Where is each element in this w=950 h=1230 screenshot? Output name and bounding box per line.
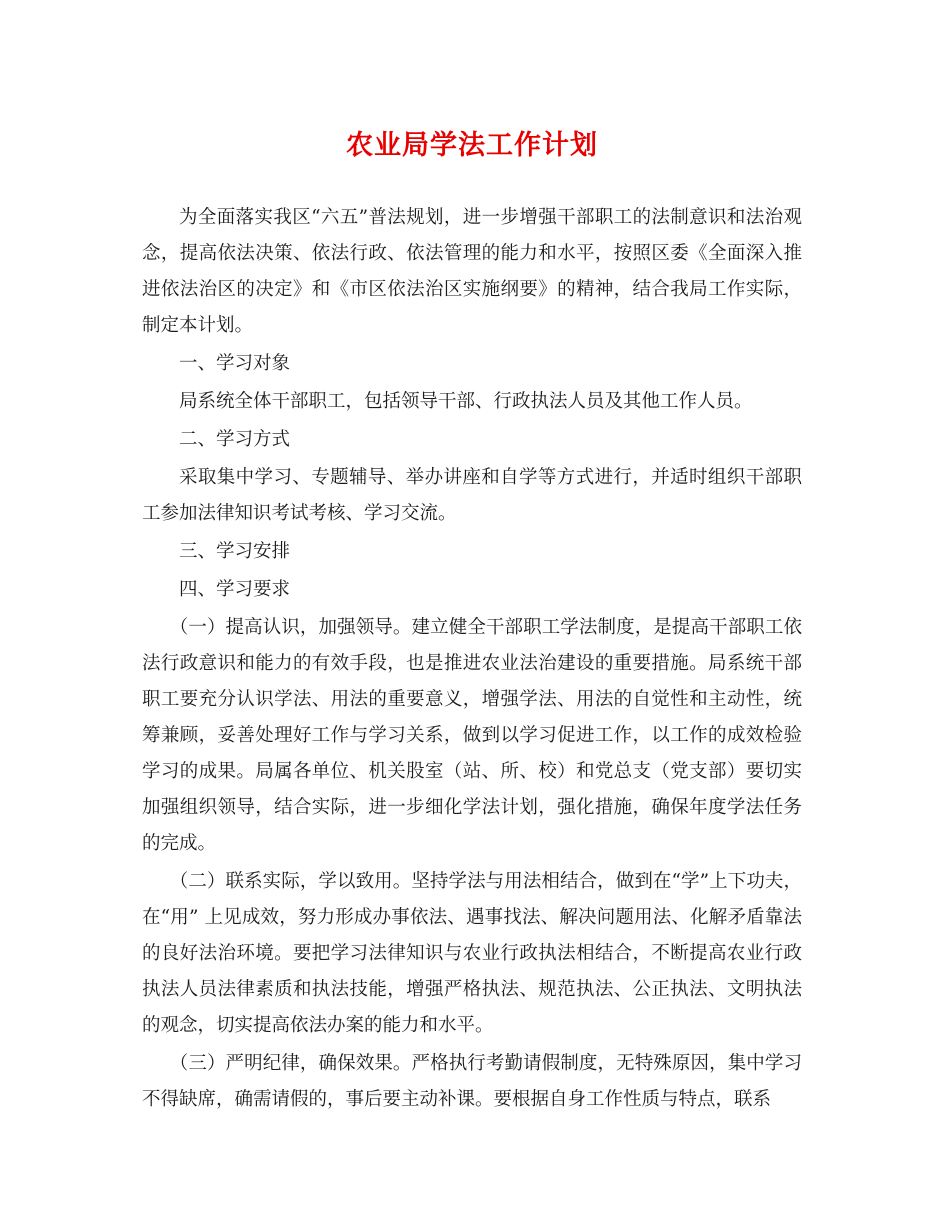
section-heading-study-methods: 二、学习方式 [179, 429, 291, 450]
document-title: 农业局学法工作计划 [346, 130, 598, 161]
study-targets-paragraph: 局系统全体干部职工，包括领导干部、行政执法人员及其他工作人员。 [179, 391, 753, 412]
requirement-item-3: （三）严明纪律，确保效果。严格执行考勤请假制度，无特殊原因，集中学习不得缺席，确需请假的，事后要主动补课。要根据自身工作性质与特点，联系 [142, 1053, 802, 1110]
requirement-item-1: （一）提高认识，加强领导。建立健全干部职工学法制度，是提高干部职工依法行政意识和能力的有效手段，也是推进农业法治建设的重要措施。局系统干部职工要充分认识学法、用法的重要意义，增强学法、用法的自觉性和主动性，统筹兼顾，妥善处理好工作与学习关系，做到以学习促进工作，以工作的成效检验学习的成果。局属各单位、机关股室（站、所、校）和党总支（党支部）要切实加强组织领导，结合实际，进一步细化学法计划，强化措施，确保年度学法任务的完成。 [142, 617, 802, 854]
study-methods-paragraph: 采取集中学习、专题辅导、举办讲座和自学等方式进行，并适时组织干部职工参加法律知识考试考核、学习交流。 [142, 467, 802, 524]
section-heading-study-requirements: 四、学习要求 [179, 579, 291, 600]
section-heading-study-targets: 一、学习对象 [179, 353, 291, 374]
requirement-item-2: （二）联系实际，学以致用。坚持学法与用法相结合，做到在“学”上下功夫，在“用” 上见成效，努力形成办事依法、遇事找法、解决问题用法、化解矛盾靠法的良好法治环境。要把学习法律知识与农业行政执法相结合，不断提高农业行政执法人员法律素质和执法技能，增强严格执法、规范执法、公正执法、文明执法的观念，切实提高依法办案的能力和水平。 [142, 871, 802, 1036]
document-body [142, 200, 802, 1118]
section-heading-study-schedule: 三、学习安排 [179, 541, 291, 562]
intro-paragraph: 为全面落实我区“六五”普法规划，进一步增强干部职工的法制意识和法治观念，提高依法决策、依法行政、依法管理的能力和水平，按照区委《全面深入推进依法治区的决定》和《市区依法治区实施纲要》的精神，结合我局工作实际，制定本计划。 [142, 207, 802, 336]
